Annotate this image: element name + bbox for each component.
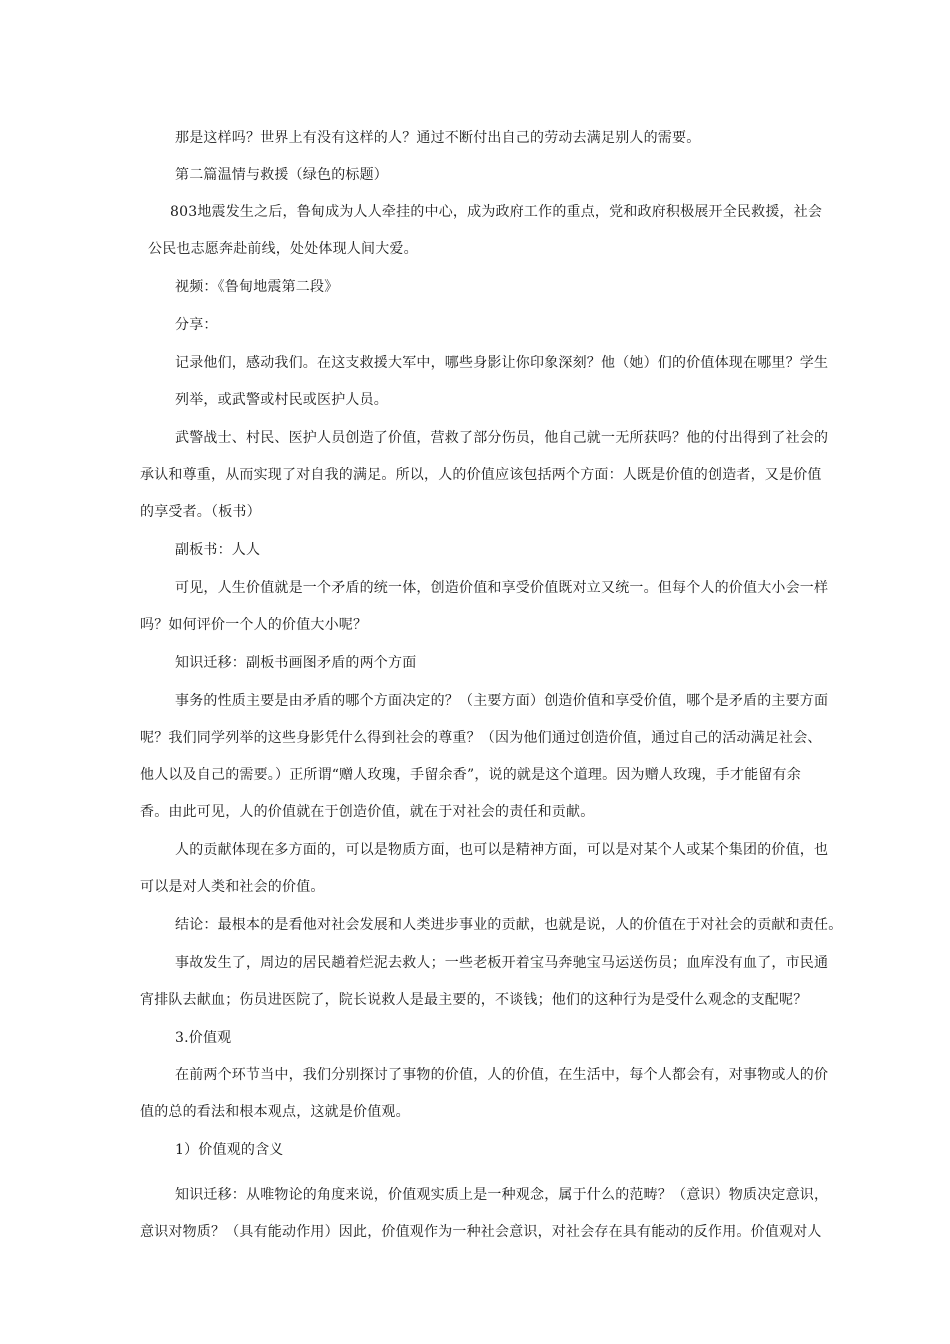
paragraph-line: 宵排队去献血；伤员进医院了，院长说救人是最主要的，不谈钱；他们的这种行为是受什么观念的支配呢？: [140, 992, 808, 1008]
paragraph-line: 分享：: [175, 317, 218, 333]
paragraph-line: 他人以及自己的需要。）正所谓“赠人玫瑰，手留余香”，说的就是这个道理。因为赠人玫瑰，手才能留有余: [140, 767, 801, 783]
subsection-heading: 1）价值观的含义: [175, 1142, 284, 1158]
paragraph-line: 视频：《鲁甸地震第二段》: [175, 279, 339, 295]
paragraph-line: 事故发生了，周边的居民趟着烂泥去救人；一些老板开着宝马奔驰宝马运送伤员；血库没有血了，市民通: [175, 955, 829, 971]
paragraph-line: 可见，人生价值就是一个矛盾的统一体，创造价值和享受价值既对立又统一。但每个人的价值大小会一样: [175, 580, 829, 596]
paragraph-line: 事务的性质主要是由矛盾的哪个方面决定的？（主要方面）创造价值和享受价值，哪个是矛盾的主要方面: [175, 693, 829, 709]
section-heading: 第二篇温情与救援（绿色的标题）: [175, 167, 388, 183]
paragraph-line: 803地震发生之后，鲁甸成为人人牵挂的中心，成为政府工作的重点，党和政府积极展开全民救援，社会: [170, 204, 823, 220]
paragraph-line: 武警战士、村民、医护人员创造了价值，营救了部分伤员，他自己就一无所获吗？他的付出得到了社会的: [175, 430, 829, 446]
paragraph-line: 知识迁移：副板书画图矛盾的两个方面: [175, 655, 417, 671]
paragraph-line: 的享受者。（板书）: [140, 504, 261, 520]
paragraph-line: 承认和尊重，从而实现了对自我的满足。所以，人的价值应该包括两个方面：人既是价值的创造者，又是价值: [140, 467, 822, 483]
section-heading: 3.价值观: [175, 1030, 232, 1046]
paragraph-line: 副板书：人人: [175, 542, 261, 558]
paragraph-line: 呢？我们同学列举的这些身影凭什么得到社会的尊重？（因为他们通过创造价值，通过自己的活动满足社会、: [140, 730, 822, 746]
paragraph-line: 香。由此可见，人的价值就在于创造价值，就在于对社会的责任和贡献。: [140, 804, 595, 820]
paragraph-line: 可以是对人类和社会的价值。: [140, 879, 325, 895]
paragraph-line: 在前两个环节当中，我们分别探讨了事物的价值，人的价值，在生活中，每个人都会有，对事物或人的价: [175, 1067, 829, 1083]
paragraph-line: 值的总的看法和根本观点，这就是价值观。: [140, 1104, 410, 1120]
paragraph-line: 那是这样吗？世界上有没有这样的人？通过不断付出自己的劳动去满足别人的需要。: [175, 130, 701, 146]
conclusion-line: 结论：最根本的是看他对社会发展和人类进步事业的贡献，也就是说，人的价值在于对社会的贡献和责任。: [175, 917, 843, 933]
paragraph-line: 列举，或武警或村民或医护人员。: [175, 392, 388, 408]
paragraph-line: 意识对物质？（具有能动作用）因此，价值观作为一种社会意识，对社会存在具有能动的反作用。价值观对人: [140, 1224, 822, 1240]
paragraph-line: 吗？如何评价一个人的价值大小呢？: [140, 617, 368, 633]
paragraph-line: 知识迁移：从唯物论的角度来说，价值观实质上是一种观念，属于什么的范畴？（意识）物质决定意识，: [175, 1187, 829, 1203]
paragraph-line: 记录他们，感动我们。在这支救援大军中，哪些身影让你印象深刻？他（她）们的价值体现在哪里？学生: [175, 355, 829, 371]
paragraph-line: 人的贡献体现在多方面的，可以是物质方面，也可以是精神方面，可以是对某个人或某个集团的价值，也: [175, 842, 829, 858]
paragraph-line: 公民也志愿奔赴前线，处处体现人间大爱。: [148, 241, 418, 257]
